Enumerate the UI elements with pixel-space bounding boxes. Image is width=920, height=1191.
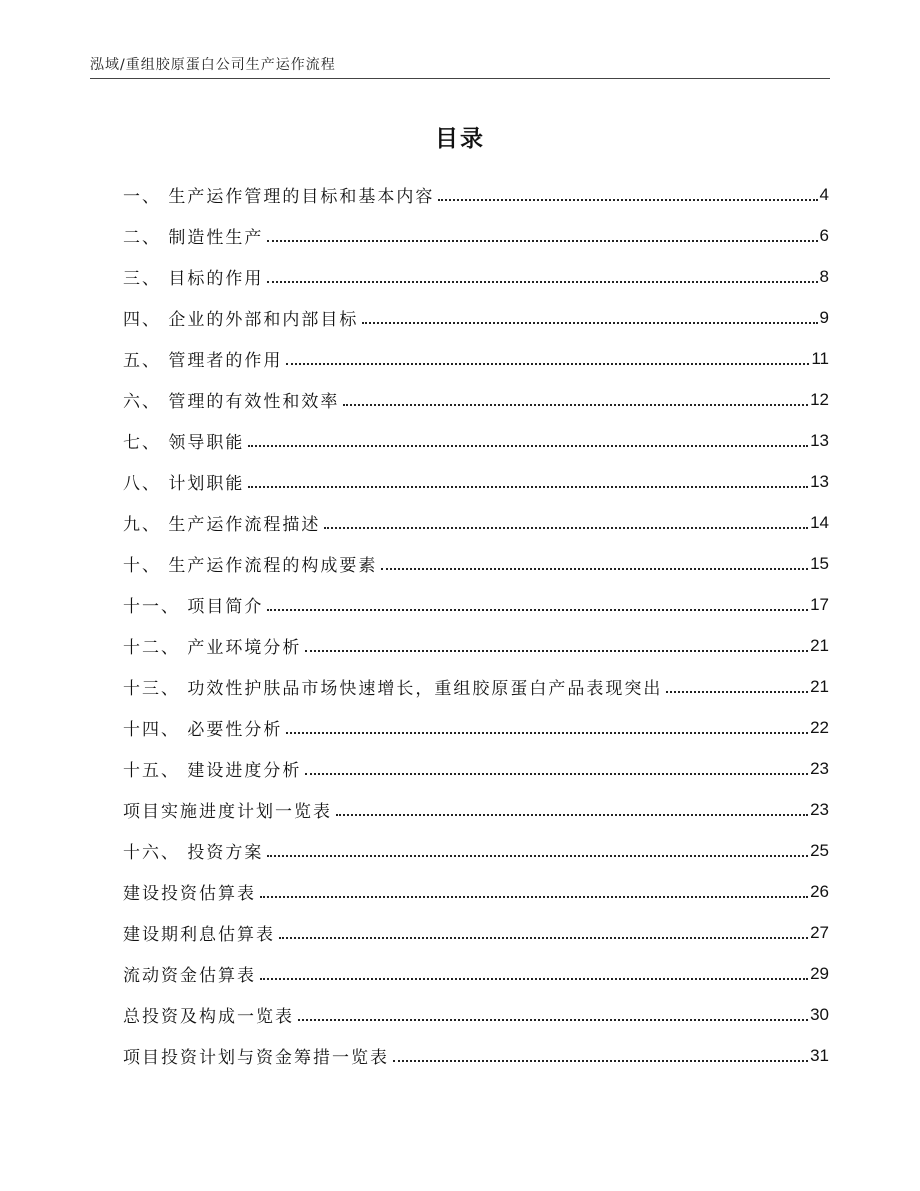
toc-entry-label: 十三、 功效性护肤品市场快速增长，重组胶原蛋白产品表现突出 xyxy=(123,679,663,699)
toc-entry-label: 项目实施进度计划一览表 xyxy=(123,802,332,822)
toc-entry-label: 十二、 产业环境分析 xyxy=(123,638,302,658)
toc-dot-leader xyxy=(267,609,808,611)
toc-entry-page: 26 xyxy=(810,881,829,901)
toc-entry-label: 六、 管理的有效性和效率 xyxy=(123,392,340,412)
toc-entry-page: 30 xyxy=(810,1004,829,1024)
toc-entry[interactable] xyxy=(123,174,829,215)
toc-entry[interactable] xyxy=(123,584,829,625)
toc-dot-leader xyxy=(267,240,817,242)
toc-entry-label: 十四、 必要性分析 xyxy=(123,720,283,740)
table-of-contents xyxy=(123,174,829,1076)
toc-dot-leader xyxy=(305,650,808,652)
toc-dot-leader xyxy=(305,773,808,775)
toc-entry-label: 一、 生产运作管理的目标和基本内容 xyxy=(123,187,435,207)
toc-entry-page: 12 xyxy=(810,389,829,409)
toc-entry-label: 项目投资计划与资金筹措一览表 xyxy=(123,1048,389,1068)
toc-entry-page: 13 xyxy=(810,430,829,450)
toc-entry[interactable] xyxy=(123,297,829,338)
toc-entry[interactable] xyxy=(123,789,829,830)
toc-dot-leader xyxy=(260,896,808,898)
toc-entry-label: 四、 企业的外部和内部目标 xyxy=(123,310,359,330)
toc-entry[interactable] xyxy=(123,707,829,748)
toc-entry-label: 建设投资估算表 xyxy=(123,884,256,904)
toc-entry-label: 三、 目标的作用 xyxy=(123,269,264,289)
toc-dot-leader xyxy=(324,527,808,529)
toc-entry-page: 17 xyxy=(810,594,829,614)
toc-entry[interactable] xyxy=(123,871,829,912)
toc-entry-page: 8 xyxy=(819,266,829,286)
toc-entry[interactable] xyxy=(123,215,829,256)
toc-entry[interactable] xyxy=(123,830,829,871)
toc-entry[interactable] xyxy=(123,912,829,953)
toc-entry-label: 流动资金估算表 xyxy=(123,966,256,986)
toc-entry-label: 十五、 建设进度分析 xyxy=(123,761,302,781)
toc-entry[interactable] xyxy=(123,625,829,666)
toc-dot-leader xyxy=(279,937,808,939)
toc-entry[interactable] xyxy=(123,666,829,707)
toc-dot-leader xyxy=(343,404,808,406)
toc-entry-page: 6 xyxy=(819,225,829,245)
toc-entry-label: 建设期利息估算表 xyxy=(123,925,275,945)
toc-dot-leader xyxy=(267,855,808,857)
toc-entry[interactable] xyxy=(123,1035,829,1076)
toc-dot-leader xyxy=(438,199,817,201)
toc-entry[interactable] xyxy=(123,543,829,584)
toc-dot-leader xyxy=(666,691,808,693)
toc-dot-leader xyxy=(260,978,808,980)
toc-entry-label: 七、 领导职能 xyxy=(123,433,245,453)
toc-title: 目录 xyxy=(435,126,485,152)
toc-entry[interactable] xyxy=(123,994,829,1035)
toc-dot-leader xyxy=(381,568,808,570)
toc-entry-page: 29 xyxy=(810,963,829,983)
toc-dot-leader xyxy=(248,486,808,488)
toc-entry-page: 11 xyxy=(811,348,829,368)
toc-entry[interactable] xyxy=(123,461,829,502)
toc-entry-label: 十、 生产运作流程的构成要素 xyxy=(123,556,378,576)
toc-entry-page: 23 xyxy=(810,799,829,819)
toc-dot-leader xyxy=(336,814,808,816)
toc-dot-leader xyxy=(267,281,817,283)
toc-entry[interactable] xyxy=(123,953,829,994)
toc-dot-leader xyxy=(362,322,817,324)
toc-dot-leader xyxy=(393,1060,808,1062)
toc-entry-page: 22 xyxy=(810,717,829,737)
toc-entry[interactable] xyxy=(123,338,829,379)
toc-dot-leader xyxy=(248,445,808,447)
toc-entry-page: 27 xyxy=(810,922,829,942)
toc-entry-label: 五、 管理者的作用 xyxy=(123,351,283,371)
toc-dot-leader xyxy=(286,363,809,365)
toc-entry-page: 31 xyxy=(810,1045,829,1065)
toc-entry-page: 13 xyxy=(810,471,829,491)
header-divider xyxy=(90,78,830,79)
running-header: 泓域/重组胶原蛋白公司生产运作流程 xyxy=(90,57,336,73)
toc-entry[interactable] xyxy=(123,502,829,543)
toc-entry-page: 21 xyxy=(810,676,829,696)
toc-entry-page: 4 xyxy=(819,184,829,204)
toc-entry-page: 25 xyxy=(810,840,829,860)
toc-entry-label: 九、 生产运作流程描述 xyxy=(123,515,321,535)
toc-entry-label: 十六、 投资方案 xyxy=(123,843,264,863)
toc-entry-page: 15 xyxy=(810,553,829,573)
toc-entry-label: 总投资及构成一览表 xyxy=(123,1007,294,1027)
toc-entry[interactable] xyxy=(123,256,829,297)
toc-entry-label: 八、 计划职能 xyxy=(123,474,245,494)
toc-entry-page: 9 xyxy=(819,307,829,327)
toc-entry[interactable] xyxy=(123,420,829,461)
toc-entry[interactable] xyxy=(123,379,829,420)
toc-entry-page: 14 xyxy=(810,512,829,532)
toc-entry[interactable] xyxy=(123,748,829,789)
toc-entry-page: 23 xyxy=(810,758,829,778)
toc-entry-label: 二、 制造性生产 xyxy=(123,228,264,248)
toc-dot-leader xyxy=(298,1019,808,1021)
toc-dot-leader xyxy=(286,732,808,734)
toc-entry-page: 21 xyxy=(810,635,829,655)
toc-entry-label: 十一、 项目简介 xyxy=(123,597,264,617)
